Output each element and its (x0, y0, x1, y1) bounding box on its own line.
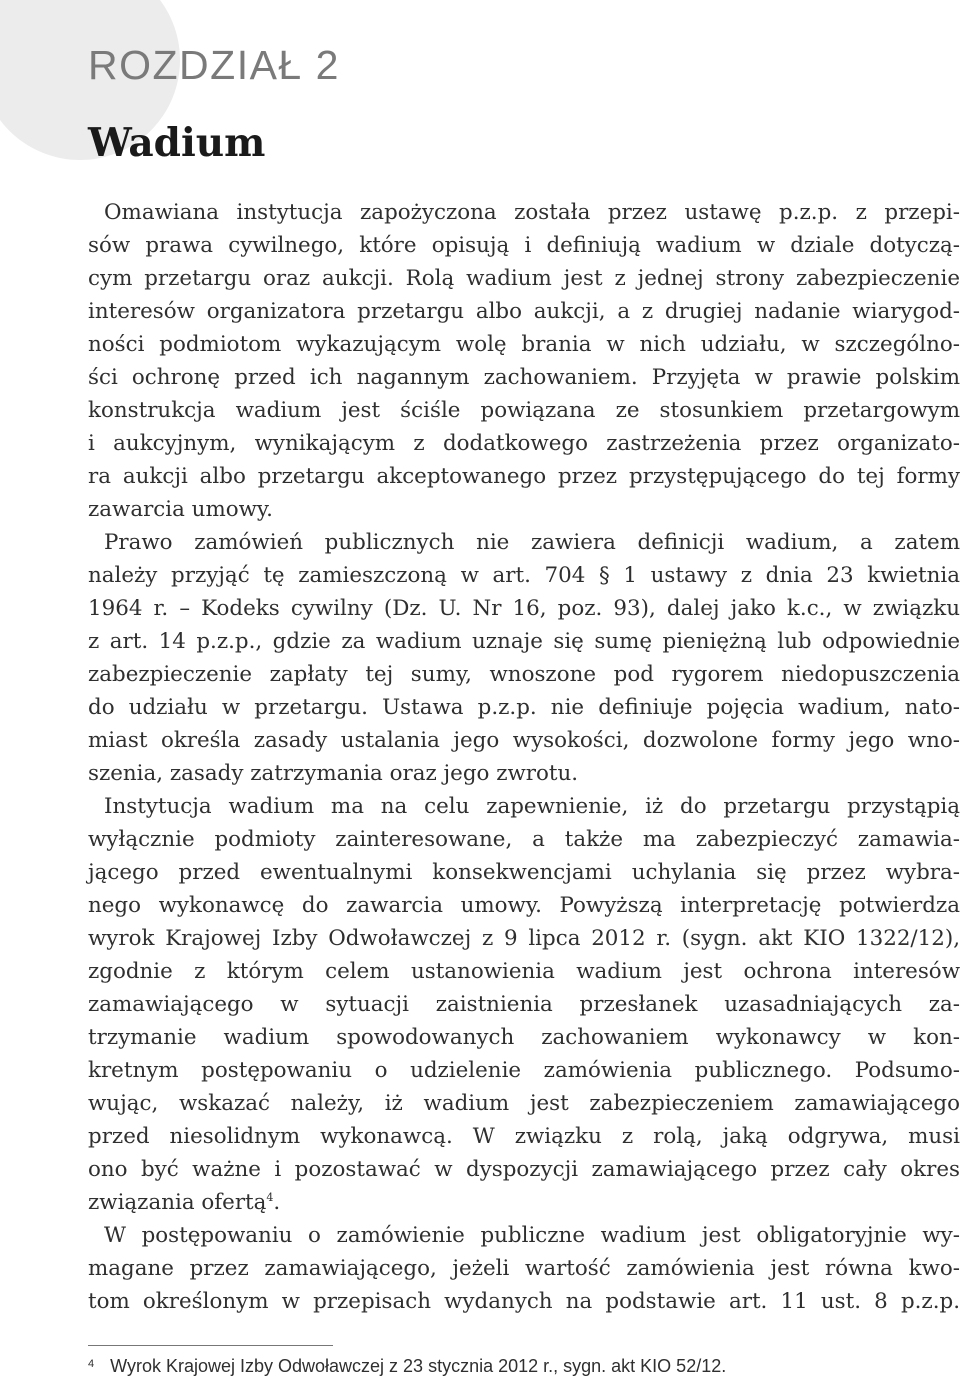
text-line: cym przetargu oraz aukcji. Rolą wadium jest z jednej strony zabezpieczenie (88, 266, 960, 291)
text-line: przed niesolidnym wykonawcą. W związku z rolą, jaką odgrywa, musi (88, 1124, 960, 1149)
text-line: związania ofertą$^4$. (88, 1190, 281, 1215)
text-line: jącego przed ewentualnymi konsekwencjami uchylania się przez wybra- (88, 860, 960, 885)
footnote-reference[interactable]: 4 (266, 1190, 274, 1204)
text-line: zabezpieczenie zapłaty tej sumy, wnoszone pod rygorem niedopuszczenia (88, 662, 960, 687)
text-line: zawarcia umowy. (88, 497, 273, 522)
text-line: Instytucja wadium ma na celu zapewnienie, iż do przetargu przystąpią (104, 794, 960, 819)
text-line: miast określa zasady ustalania jego wysokości, dozwolone formy jego wno- (88, 728, 960, 753)
text-line: sów prawa cywilnego, które opisują i definiują wadium w dziale dotyczą- (88, 233, 960, 258)
text-line: wując, wskazać należy, iż wadium jest zabezpieczeniem zamawiającego (88, 1091, 960, 1116)
text-line: zgodnie z którym celem ustanowienia wadium jest ochrona interesów (88, 959, 960, 984)
text-line: interesów organizatora przetargu albo aukcji, a z drugiej nadanie wiarygod- (88, 299, 960, 324)
text-line: ności podmiotom wykazującym wolę brania w nich udziału, w szczególno- (88, 332, 960, 357)
footnote-text: Wyrok Krajowej Izby Odwoławczej z 23 stycznia 2012 r., sygn. akt KIO 52/12. (110, 1356, 727, 1376)
text-line: Prawo zamówień publicznych nie zawiera definicji wadium, a zatem (104, 530, 960, 555)
text-line: 1964 r. – Kodeks cywilny (Dz. U. Nr 16, poz. 93), dalej jako k.c., w związku (88, 596, 960, 621)
chapter-title: Wadium (88, 120, 266, 166)
footnote-divider (88, 1345, 333, 1346)
text-line: konstrukcja wadium jest ściśle powiązana ze stosunkiem przetargowym (88, 398, 960, 423)
text-line: Omawiana instytucja zapożyczona została przez ustawę p.z.p. z przepi- (104, 200, 960, 225)
text-line: do udziału w przetargu. Ustawa p.z.p. nie definiuje pojęcia wadium, nato- (88, 695, 960, 720)
text-line: ści ochronę przed ich nagannym zachowaniem. Przyjęta w prawie polskim (88, 365, 960, 390)
text-line: wyrok Krajowej Izby Odwoławczej z 9 lipca 2012 r. (sygn. akt KIO 1322/12), (88, 926, 960, 951)
text-line: szenia, zasady zatrzymania oraz jego zwrotu. (88, 761, 579, 786)
body-text (88, 196, 960, 1318)
chapter-label: ROZDZIAŁ 2 (88, 42, 340, 88)
text-line: ono być ważne i pozostawać w dyspozycji zamawiającego przez cały okres (88, 1157, 960, 1182)
text-line: zamawiającego w sytuacji zaistnienia przesłanek uzasadniających za- (88, 992, 960, 1017)
text-line: kretnym postępowaniu o udzielenie zamówienia publicznego. Podsumo- (88, 1058, 960, 1083)
text-line: i aukcyjnym, wynikającym z dodatkowego zastrzeżenia przez organizato- (88, 431, 960, 456)
text-line: z art. 14 p.z.p., gdzie za wadium uznaje się sumę pieniężną lub odpowiednie (88, 629, 960, 654)
footnote-number: 4 (88, 1358, 95, 1370)
text-line: W postępowaniu o zamówienie publiczne wadium jest obligatoryjnie wy- (104, 1223, 960, 1248)
text-line: należy przyjąć tę zamieszczoną w art. 704 § 1 ustawy z dnia 23 kwietnia (88, 563, 960, 588)
text-line: magane przez zamawiającego, jeżeli wartość zamówienia jest równa kwo- (88, 1256, 960, 1281)
footnote (88, 1356, 726, 1377)
text-line: nego wykonawcę do zawarcia umowy. Powyższą interpretację potwierdza (88, 893, 960, 918)
text-line: tom określonym w przepisach wydanych na podstawie art. 11 ust. 8 p.z.p. (88, 1289, 960, 1314)
text-line: trzymanie wadium spowodowanych zachowaniem wykonawcy w kon- (88, 1025, 960, 1050)
text-line: ra aukcji albo przetargu akceptowanego przez przystępującego do tej formy (88, 464, 960, 489)
text-span: związania ofertą (88, 1190, 267, 1215)
text-line: wyłącznie podmioty zainteresowane, a także ma zabezpieczyć zamawia- (88, 827, 960, 852)
